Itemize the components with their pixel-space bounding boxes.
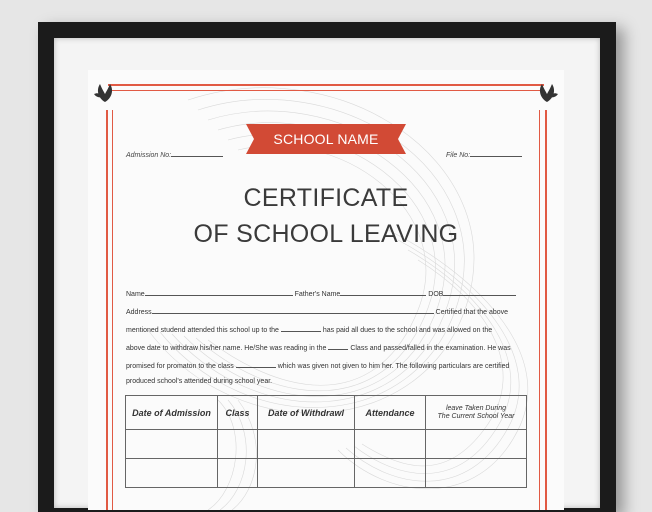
table-header-row	[126, 396, 527, 430]
header-class: Class	[218, 396, 258, 430]
right-rule-inner	[539, 110, 540, 510]
form-line-6: produced school's attended during school year.	[126, 378, 273, 385]
certificate-title-line1: CERTIFICATE	[243, 184, 409, 212]
address-blank[interactable]	[152, 306, 434, 314]
table-cell[interactable]	[426, 459, 527, 488]
top-rule-inner	[108, 90, 544, 91]
certificate-title-line2: OF SCHOOL LEAVING	[193, 220, 459, 248]
admission-no-field	[126, 149, 223, 159]
left-rule-outer	[106, 110, 108, 510]
line5-text-a: promised for promaton to the class	[126, 363, 234, 370]
table-cell[interactable]	[126, 459, 218, 488]
line4-text-b: Class and passed/falled in the examination. He was	[350, 345, 511, 352]
form-line-4	[126, 342, 526, 352]
fathers-name-blank[interactable]	[340, 288, 426, 296]
school-name: SCHOOL NAME	[273, 131, 379, 147]
line4-text-a: above date to withdraw his/her name. He/She was reading in the	[126, 345, 327, 352]
line3-text-b: has paid all dues to the school and was allowed on the	[322, 327, 493, 334]
table-cell[interactable]	[355, 459, 426, 488]
address-label: Address	[126, 309, 152, 316]
line5-text-b: which was given not given to him her. The following particulars are certified	[277, 363, 510, 370]
form-line-5	[126, 360, 526, 370]
left-rule-inner	[112, 110, 113, 510]
form-line-address	[126, 306, 526, 316]
certificate-paper	[88, 70, 564, 510]
header-date-of-withdrawl: Date of Withdrawl	[258, 396, 355, 430]
name-blank[interactable]	[145, 288, 293, 296]
certified-text: Certified that the above	[435, 309, 509, 316]
line3-text-a: mentioned studend attended this school up to the	[126, 327, 279, 334]
right-rule-outer	[545, 110, 547, 510]
file-no-field	[446, 149, 522, 159]
table-cell[interactable]	[126, 430, 218, 459]
file-no-blank[interactable]	[470, 149, 522, 157]
table-cell[interactable]	[258, 430, 355, 459]
promotion-class-blank[interactable]	[236, 360, 276, 368]
header-attendance: Attendance	[355, 396, 426, 430]
table-cell[interactable]	[258, 459, 355, 488]
admission-no-label: Admission No:	[126, 152, 172, 159]
header-leave-taken	[426, 396, 527, 430]
table-cell[interactable]	[355, 430, 426, 459]
admission-no-blank[interactable]	[171, 149, 223, 157]
form-line-name	[126, 288, 526, 298]
form-line-3	[126, 324, 526, 334]
table-cell[interactable]	[218, 459, 258, 488]
file-no-label: File No:	[446, 152, 471, 159]
table-cell[interactable]	[426, 430, 527, 459]
tulip-ornament-icon	[92, 80, 118, 104]
name-label: Name	[126, 291, 145, 298]
table-row	[126, 459, 527, 488]
header-leave-taken-line1: leave Taken During	[445, 404, 507, 412]
table-row	[126, 430, 527, 459]
fathers-name-label: Father's Name	[294, 291, 341, 298]
header-date-of-admission: Date of Admission	[126, 396, 218, 430]
dob-blank[interactable]	[443, 288, 516, 296]
class-blank[interactable]	[328, 342, 348, 350]
upto-date-blank[interactable]	[281, 324, 321, 332]
table-cell[interactable]	[218, 430, 258, 459]
attendance-table	[125, 395, 527, 488]
header-leave-taken-line2: The Current School Year	[437, 412, 515, 420]
tulip-ornament-icon	[534, 80, 560, 104]
dob-label: DOB	[428, 291, 444, 298]
top-rule-outer	[108, 84, 544, 86]
